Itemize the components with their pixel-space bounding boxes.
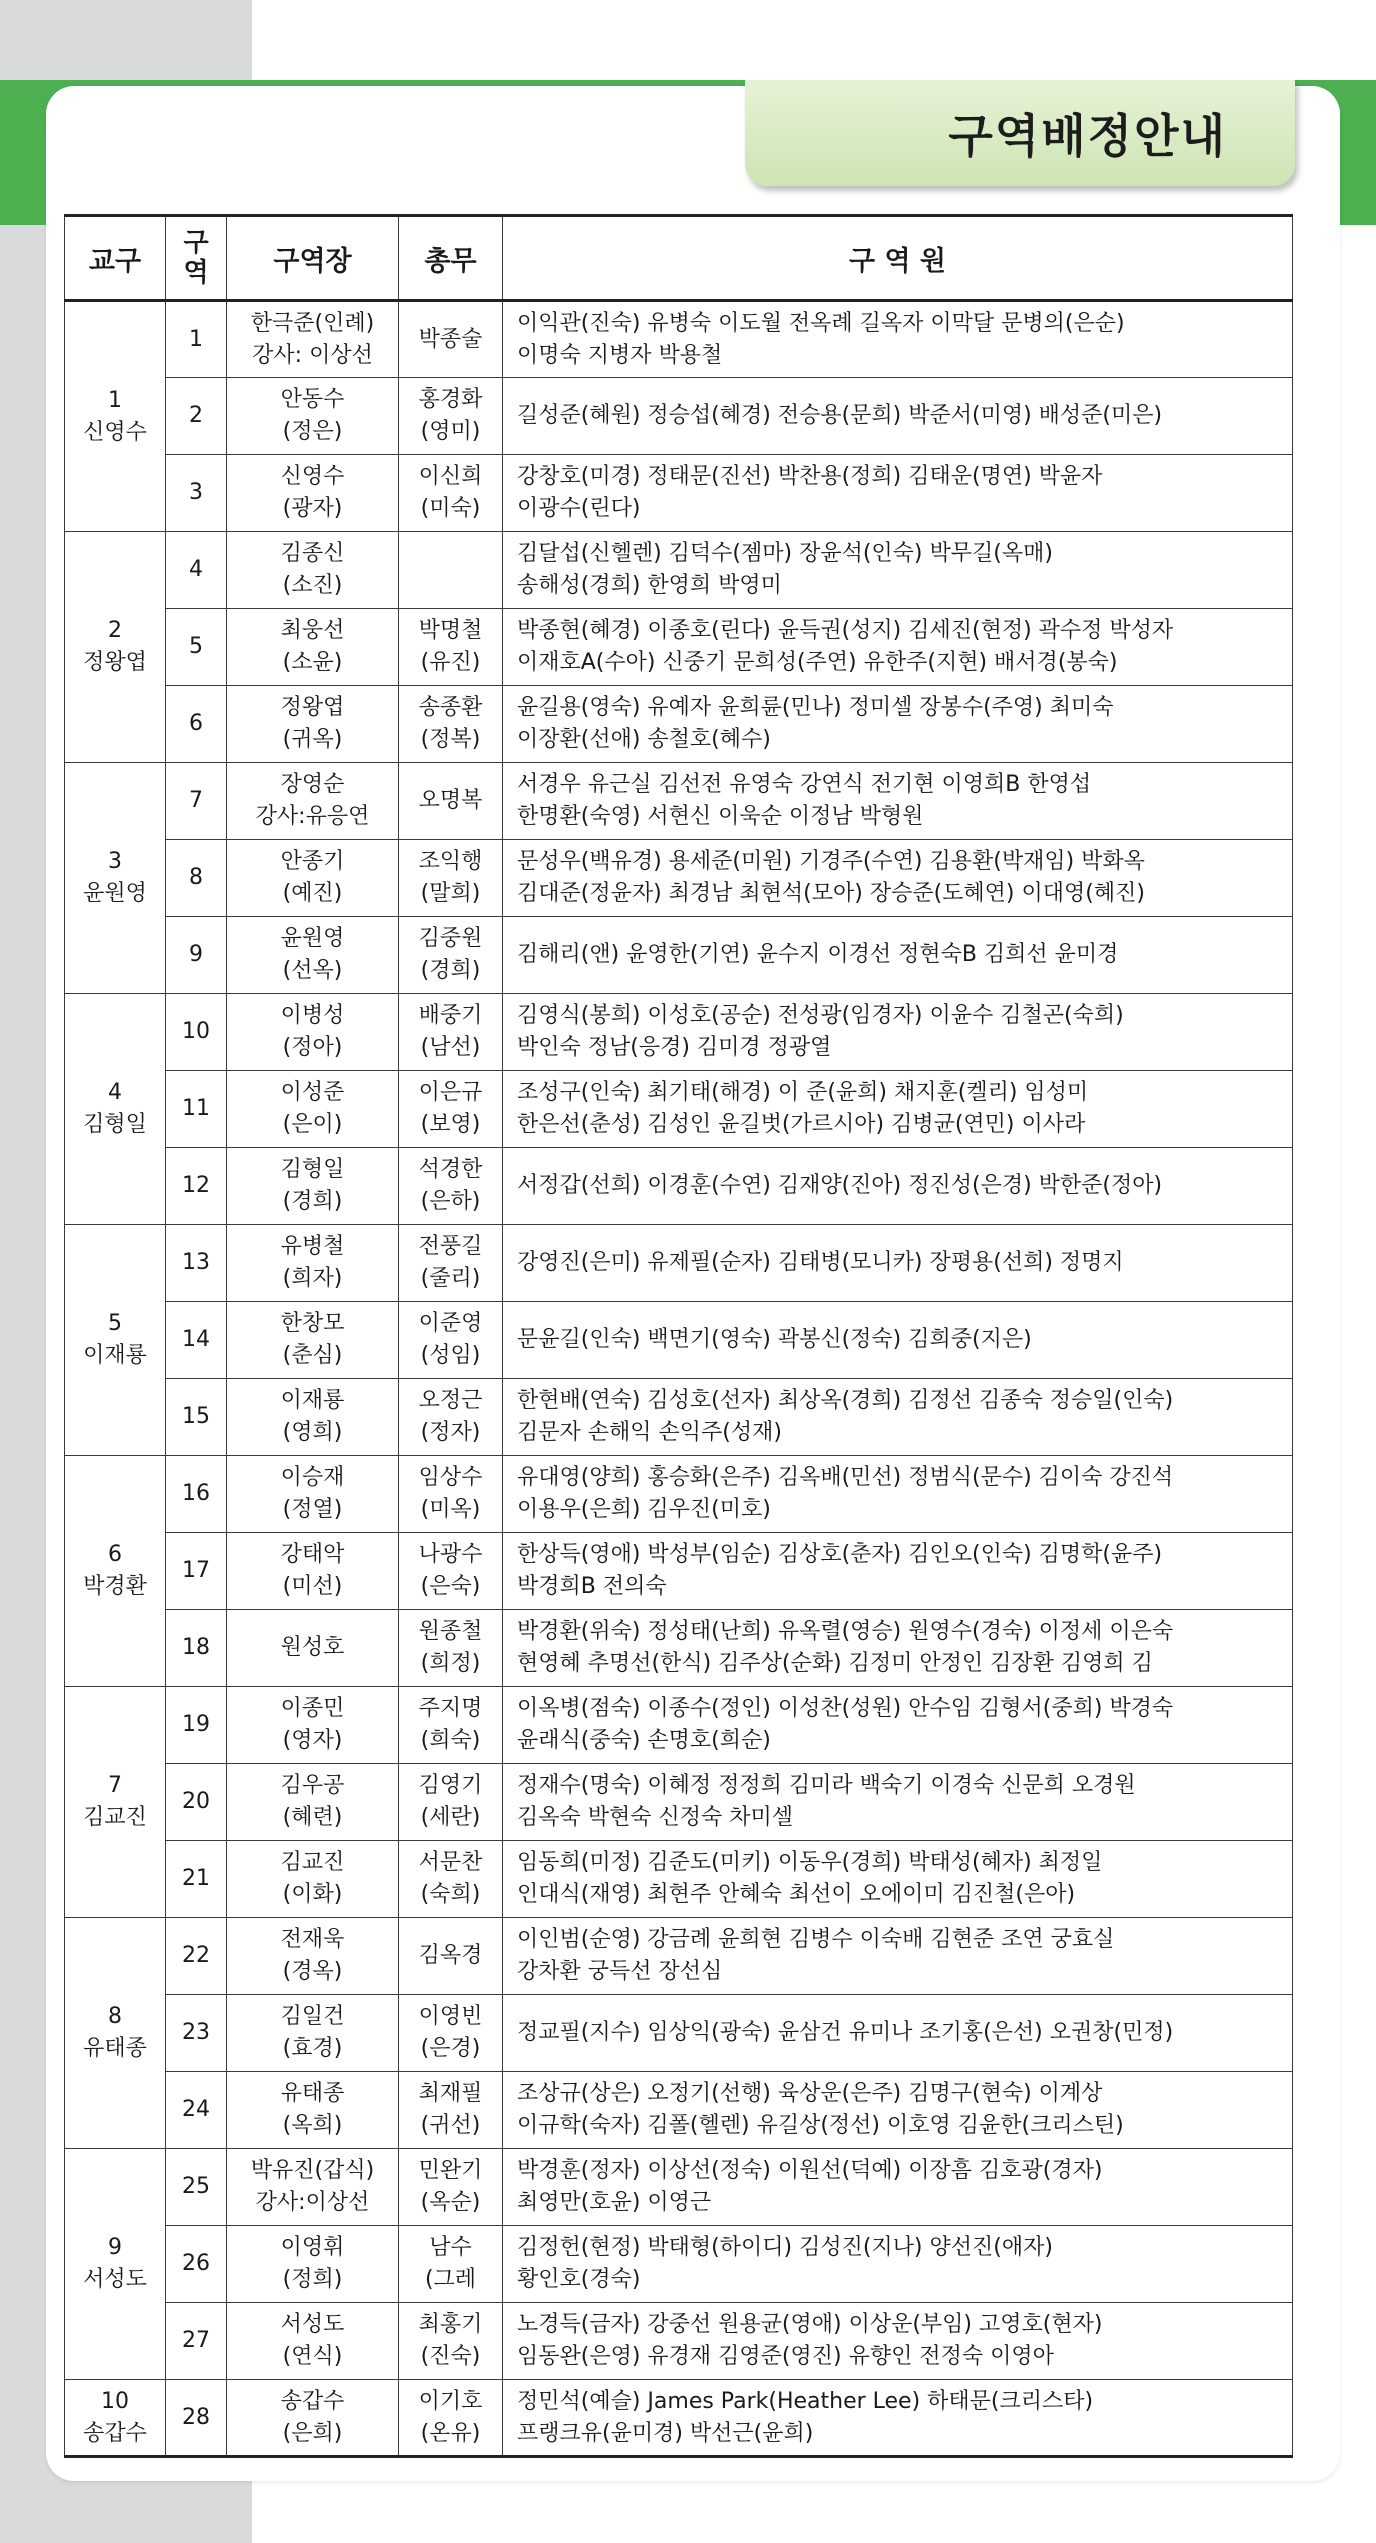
members-cell: 김정헌(현정) 박태형(하이디) 김성진(지나) 양선진(애자) 황인호(경숙)	[503, 2226, 1293, 2303]
zone-number-cell: 18	[166, 1610, 227, 1687]
header-secretary: 총무	[399, 216, 503, 301]
zone-number-cell: 3	[166, 455, 227, 532]
zone-assignment-table	[64, 214, 1293, 2458]
zone-leader-cell: 박유진(갑식) 강사:이상선	[227, 2149, 399, 2226]
district-cell: 7 김교진	[65, 1687, 166, 1918]
zone-number-cell: 22	[166, 1918, 227, 1995]
secretary-cell: 오정근 (정자)	[399, 1379, 503, 1456]
secretary-cell: 김영기 (세란)	[399, 1764, 503, 1841]
table-row	[65, 994, 1293, 1071]
secretary-cell: 민완기 (옥순)	[399, 2149, 503, 2226]
zone-number-cell: 4	[166, 532, 227, 609]
table-row	[65, 1918, 1293, 1995]
secretary-cell: 전풍길 (줄리)	[399, 1225, 503, 1302]
zone-number-cell: 17	[166, 1533, 227, 1610]
zone-leader-cell: 김종신 (소진)	[227, 532, 399, 609]
secretary-cell: 원종철 (희정)	[399, 1610, 503, 1687]
zone-leader-cell: 서성도 (연식)	[227, 2303, 399, 2380]
members-cell: 정민석(예슬) James Park(Heather Lee) 하태문(크리스타) 프랭크유(윤미경) 박선근(윤희)	[503, 2380, 1293, 2457]
secretary-cell: 임상수 (미옥)	[399, 1456, 503, 1533]
zone-number-cell: 21	[166, 1841, 227, 1918]
zone-leader-cell: 김형일 (경희)	[227, 1148, 399, 1225]
secretary-cell: 최홍기 (진숙)	[399, 2303, 503, 2380]
zone-number-cell: 19	[166, 1687, 227, 1764]
secretary-cell: 송종환 (정복)	[399, 686, 503, 763]
zone-leader-cell: 유태종 (옥희)	[227, 2072, 399, 2149]
table-row	[65, 1302, 1293, 1379]
members-cell: 조성구(인숙) 최기태(해경) 이 준(윤희) 채지훈(켈리) 임성미 한은선(춘성) 김성인 윤길벗(가르시아) 김병균(연민) 이사라	[503, 1071, 1293, 1148]
district-cell: 8 유태종	[65, 1918, 166, 2149]
district-cell: 10 송갑수	[65, 2380, 166, 2457]
table-row	[65, 1533, 1293, 1610]
zone-number-cell: 6	[166, 686, 227, 763]
zone-leader-cell: 이성준 (은이)	[227, 1071, 399, 1148]
members-cell: 김영식(봉희) 이성호(공순) 전성광(임경자) 이윤수 김철곤(숙희) 박인숙 정남(응경) 김미경 정광열	[503, 994, 1293, 1071]
district-cell: 9 서성도	[65, 2149, 166, 2380]
members-cell: 서경우 유근실 김선전 유영숙 강연식 전기현 이영희B 한영섭 한명환(숙영) 서현신 이욱순 이정남 박형원	[503, 763, 1293, 840]
table-body	[65, 301, 1293, 2457]
zone-number-cell: 23	[166, 1995, 227, 2072]
table-row	[65, 2303, 1293, 2380]
table-row	[65, 2380, 1293, 2457]
secretary-cell: 홍경화 (영미)	[399, 378, 503, 455]
zone-leader-cell: 안동수 (정은)	[227, 378, 399, 455]
district-cell: 2 정왕엽	[65, 532, 166, 763]
table-row	[65, 301, 1293, 378]
secretary-cell: 박종술	[399, 301, 503, 378]
members-cell: 노경득(금자) 강중선 원용균(영애) 이상운(부임) 고영호(현자) 임동완(은영) 유경재 김영준(영진) 유향인 전정숙 이영아	[503, 2303, 1293, 2380]
zone-leader-cell: 김교진 (이화)	[227, 1841, 399, 1918]
members-cell: 강창호(미경) 정태문(진선) 박찬용(정희) 김태운(명연) 박윤자 이광수(린다)	[503, 455, 1293, 532]
members-cell: 한현배(연숙) 김성호(선자) 최상옥(경희) 김정선 김종숙 정승일(인숙) 김문자 손해익 손익주(성재)	[503, 1379, 1293, 1456]
zone-leader-cell: 송갑수 (은희)	[227, 2380, 399, 2457]
zone-leader-cell: 이승재 (정열)	[227, 1456, 399, 1533]
district-cell: 1 신영수	[65, 301, 166, 532]
zone-leader-cell: 윤원영 (선옥)	[227, 917, 399, 994]
page-title: 구역배정안내	[948, 109, 1227, 163]
table-row	[65, 763, 1293, 840]
district-cell: 6 박경환	[65, 1456, 166, 1687]
title-tab	[745, 80, 1295, 186]
zone-leader-cell: 원성호	[227, 1610, 399, 1687]
secretary-cell: 주지명 (희숙)	[399, 1687, 503, 1764]
zone-leader-cell: 전재욱 (경옥)	[227, 1918, 399, 1995]
table-row	[65, 840, 1293, 917]
table-row	[65, 1995, 1293, 2072]
zone-leader-cell: 정왕엽 (귀옥)	[227, 686, 399, 763]
secretary-cell: 서문찬 (숙희)	[399, 1841, 503, 1918]
table-row	[65, 1764, 1293, 1841]
table-row	[65, 1071, 1293, 1148]
zone-leader-cell: 안종기 (예진)	[227, 840, 399, 917]
secretary-cell: 석경한 (은하)	[399, 1148, 503, 1225]
secretary-cell: 이신희 (미숙)	[399, 455, 503, 532]
secretary-cell: 나광수 (은숙)	[399, 1533, 503, 1610]
zone-number-cell: 15	[166, 1379, 227, 1456]
secretary-cell: 이준영 (성임)	[399, 1302, 503, 1379]
members-cell: 이옥병(점숙) 이종수(정인) 이성찬(성원) 안수임 김형서(중희) 박경숙 윤래식(중숙) 손명호(희순)	[503, 1687, 1293, 1764]
zone-number-cell: 25	[166, 2149, 227, 2226]
zone-leader-cell: 이종민 (영자)	[227, 1687, 399, 1764]
zone-leader-cell: 유병철 (희자)	[227, 1225, 399, 1302]
members-cell: 조상규(상은) 오정기(선행) 육상운(은주) 김명구(현숙) 이계상 이규학(숙자) 김폴(헬렌) 유길상(정선) 이호영 김윤한(크리스틴)	[503, 2072, 1293, 2149]
members-cell: 박경훈(정자) 이상선(정숙) 이원선(덕예) 이장흠 김호광(경자) 최영만(호윤) 이영근	[503, 2149, 1293, 2226]
zone-number-cell: 11	[166, 1071, 227, 1148]
zone-number-cell: 13	[166, 1225, 227, 1302]
table-header-row	[65, 216, 1293, 301]
zone-number-cell: 20	[166, 1764, 227, 1841]
members-cell: 정교필(지수) 임상익(광숙) 윤삼건 유미나 조기홍(은선) 오권창(민정)	[503, 1995, 1293, 2072]
members-cell: 박경환(위숙) 정성태(난희) 유옥렬(영승) 원영수(경숙) 이정세 이은숙 현영혜 추명선(한식) 김주상(순화) 김정미 안정인 김장환 김영희 김	[503, 1610, 1293, 1687]
district-cell: 3 윤원영	[65, 763, 166, 994]
members-cell: 문윤길(인숙) 백면기(영숙) 곽봉신(정숙) 김희중(지은)	[503, 1302, 1293, 1379]
secretary-cell: 김옥경	[399, 1918, 503, 1995]
secretary-cell: 김중원 (경희)	[399, 917, 503, 994]
table-row	[65, 1148, 1293, 1225]
zone-leader-cell: 신영수 (광자)	[227, 455, 399, 532]
members-cell: 길성준(혜원) 정승섭(혜경) 전승용(문희) 박준서(미영) 배성준(미은)	[503, 378, 1293, 455]
table-row	[65, 1225, 1293, 1302]
members-cell: 문성우(백유경) 용세준(미원) 기경주(수연) 김용환(박재임) 박화옥 김대준(정윤자) 최경남 최현석(모아) 장승준(도혜연) 이대영(혜진)	[503, 840, 1293, 917]
zone-number-cell: 5	[166, 609, 227, 686]
members-cell: 정재수(명숙) 이혜정 정정희 김미라 백숙기 이경숙 신문희 오경원 김옥숙 박현숙 신정숙 차미셀	[503, 1764, 1293, 1841]
secretary-cell: 이기호 (온유)	[399, 2380, 503, 2457]
header-members: 구 역 원	[503, 216, 1293, 301]
table-row	[65, 1379, 1293, 1456]
table-row	[65, 917, 1293, 994]
table-row	[65, 609, 1293, 686]
zone-number-cell: 27	[166, 2303, 227, 2380]
zone-number-cell: 12	[166, 1148, 227, 1225]
header-zone: 구 역	[166, 216, 227, 301]
zone-number-cell: 9	[166, 917, 227, 994]
zone-leader-cell: 이영휘 (정희)	[227, 2226, 399, 2303]
zone-number-cell: 1	[166, 301, 227, 378]
secretary-cell: 남수 (그레	[399, 2226, 503, 2303]
zone-number-cell: 28	[166, 2380, 227, 2457]
zone-leader-cell: 이병성 (정아)	[227, 994, 399, 1071]
table-row	[65, 1456, 1293, 1533]
zone-number-cell: 26	[166, 2226, 227, 2303]
secretary-cell: 오명복	[399, 763, 503, 840]
secretary-cell: 조익행 (말희)	[399, 840, 503, 917]
members-cell: 윤길용(영숙) 유예자 윤희륜(민나) 정미셀 장봉수(주영) 최미숙 이장환(선애) 송철호(혜수)	[503, 686, 1293, 763]
zone-leader-cell: 한창모 (춘심)	[227, 1302, 399, 1379]
zone-leader-cell: 이재룡 (영희)	[227, 1379, 399, 1456]
table-row	[65, 2072, 1293, 2149]
header-gyogu: 교구	[65, 216, 166, 301]
zone-number-cell: 7	[166, 763, 227, 840]
secretary-cell	[399, 532, 503, 609]
secretary-cell: 이영빈 (은경)	[399, 1995, 503, 2072]
zone-leader-cell: 김우공 (혜련)	[227, 1764, 399, 1841]
zone-leader-cell: 강태악 (미선)	[227, 1533, 399, 1610]
table-row	[65, 686, 1293, 763]
members-cell: 이익관(진숙) 유병숙 이도월 전옥례 길옥자 이막달 문병의(은순) 이명숙 지병자 박용철	[503, 301, 1293, 378]
table-row	[65, 532, 1293, 609]
zone-leader-cell: 장영순 강사:유응연	[227, 763, 399, 840]
members-cell: 이인범(순영) 강금례 윤희현 김병수 이숙배 김현준 조연 궁효실 강차환 궁득선 장선심	[503, 1918, 1293, 1995]
zone-leader-cell: 김일건 (효경)	[227, 1995, 399, 2072]
zone-number-cell: 16	[166, 1456, 227, 1533]
zone-leader-cell: 최웅선 (소윤)	[227, 609, 399, 686]
secretary-cell: 박명철 (유진)	[399, 609, 503, 686]
table-row	[65, 2226, 1293, 2303]
district-cell: 5 이재룡	[65, 1225, 166, 1456]
zone-leader-cell: 한극준(인례) 강사: 이상선	[227, 301, 399, 378]
table-row	[65, 378, 1293, 455]
header-leader: 구역장	[227, 216, 399, 301]
members-cell: 강영진(은미) 유제필(순자) 김태병(모니카) 장평용(선희) 정명지	[503, 1225, 1293, 1302]
members-cell: 서정갑(선희) 이경훈(수연) 김재양(진아) 정진성(은경) 박한준(정아)	[503, 1148, 1293, 1225]
members-cell: 유대영(양희) 홍승화(은주) 김옥배(민선) 정범식(문수) 김이숙 강진석 이용우(은희) 김우진(미호)	[503, 1456, 1293, 1533]
members-cell: 임동희(미정) 김준도(미키) 이동우(경희) 박태성(혜자) 최정일 인대식(재영) 최현주 안혜숙 최선이 오에이미 김진철(은아)	[503, 1841, 1293, 1918]
zone-number-cell: 8	[166, 840, 227, 917]
zone-number-cell: 14	[166, 1302, 227, 1379]
table-row	[65, 1687, 1293, 1764]
secretary-cell: 이은규 (보영)	[399, 1071, 503, 1148]
table-row	[65, 1841, 1293, 1918]
table-row	[65, 2149, 1293, 2226]
members-cell: 김해리(앤) 윤영한(기연) 윤수지 이경선 정현숙B 김희선 윤미경	[503, 917, 1293, 994]
zone-number-cell: 24	[166, 2072, 227, 2149]
members-cell: 한상득(영애) 박성부(임순) 김상호(춘자) 김인오(인숙) 김명학(윤주) 박경희B 전의숙	[503, 1533, 1293, 1610]
table-row	[65, 455, 1293, 532]
district-cell: 4 김형일	[65, 994, 166, 1225]
table-row	[65, 1610, 1293, 1687]
secretary-cell: 배중기 (남선)	[399, 994, 503, 1071]
zone-number-cell: 10	[166, 994, 227, 1071]
zone-number-cell: 2	[166, 378, 227, 455]
secretary-cell: 최재필 (귀선)	[399, 2072, 503, 2149]
members-cell: 박종현(혜경) 이종호(린다) 윤득권(성지) 김세진(현정) 곽수정 박성자 이재호A(수아) 신중기 문희성(주연) 유한주(지현) 배서경(봉숙)	[503, 609, 1293, 686]
members-cell: 김달섭(신헬렌) 김덕수(젬마) 장윤석(인숙) 박무길(옥매) 송해성(경희) 한영희 박영미	[503, 532, 1293, 609]
